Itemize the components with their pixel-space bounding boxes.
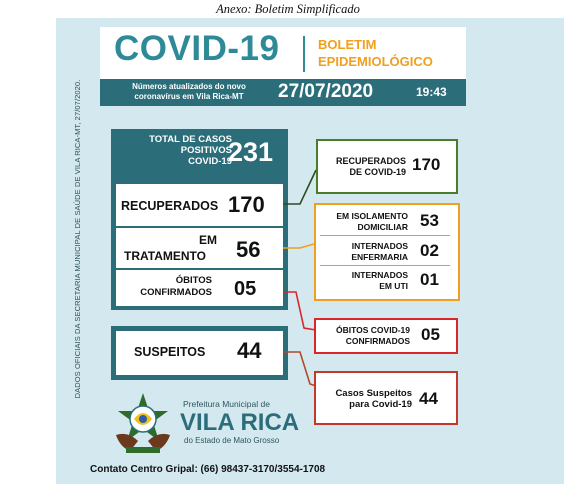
city-name: VILA RICA [180, 409, 300, 436]
isolation-label-line-1: EM ISOLAMENTO [336, 211, 408, 221]
recovered-value: 170 [228, 192, 265, 217]
bulletin-subtitle-1: BOLETIM [318, 37, 377, 52]
covid-bulletin-poster [56, 18, 564, 484]
deaths-label-line-2: CONFIRMADOS [140, 287, 212, 298]
suspects-detail-value: 44 [419, 389, 438, 408]
recovered-detail-value: 170 [412, 155, 441, 174]
recovered-detail-line-2: DE COVID-19 [349, 167, 406, 177]
treatment-label-2: TRATAMENTO [124, 249, 206, 263]
treatment-divider-2 [320, 265, 450, 266]
total-label-line-2: POSITIVOS [180, 145, 232, 156]
deaths-detail-line-2: CONFIRMADOS [345, 336, 410, 346]
contact-info: Contato Centro Gripal: (66) 98437-3170/3554-1708 [90, 464, 326, 475]
isolation-label [322, 211, 408, 233]
bulletin-title: COVID-19 [114, 29, 280, 68]
recovered-detail-line-1: RECUPERADOS [335, 156, 406, 166]
suspects-label: SUSPEITOS [134, 345, 206, 359]
deaths-label-line-1: ÓBITOS [175, 275, 212, 286]
treatment-value: 56 [236, 237, 261, 262]
deaths-detail-value: 05 [421, 325, 440, 344]
icu-value: 01 [420, 270, 439, 289]
ward-label-line-2: ENFERMARIA [351, 252, 408, 262]
total-label-line-1: TOTAL DE CASOS [149, 134, 232, 145]
recovered-connector [283, 170, 316, 204]
prefeitura-label: Prefeitura Municipal de [183, 399, 270, 409]
side-source-text: DADOS OFICIAIS DA SECRETARIA MUNICIPAL DE SAÚDE DE VILA RICA-MT, 27/07/2020. [73, 79, 82, 399]
suspects-detail-label [318, 388, 412, 410]
deaths-value: 05 [234, 278, 257, 300]
bulletin-time: 19:43 [416, 85, 447, 99]
total-cases-value: 231 [228, 137, 274, 167]
icu-label-line-1: INTERNADOS [351, 270, 408, 280]
treatment-connector [283, 244, 314, 248]
recovered-detail-label [322, 156, 406, 178]
state-name: do Estado de Mato Grosso [184, 436, 280, 445]
isolation-label-line-2: DOMICILIAR [357, 222, 408, 232]
suspects-detail-line-1: Casos Suspeitos [335, 388, 412, 399]
ward-label-line-1: INTERNADOS [351, 241, 408, 251]
recovered-label: RECUPERADOS [121, 199, 219, 213]
update-info-line-1: Números atualizados do novo [132, 82, 246, 91]
treatment-label-line-1: EM [199, 233, 217, 247]
ward-value: 02 [420, 241, 439, 260]
ward-label [322, 241, 408, 263]
deaths-detail-line-1: ÓBITOS COVID-19 [336, 325, 410, 335]
treatment-divider-1 [320, 235, 450, 236]
isolation-value: 53 [420, 211, 439, 230]
icu-label [322, 270, 408, 292]
bulletin-subtitle-2: EPIDEMIOLÓGICO [318, 54, 433, 69]
deaths-connector [283, 292, 316, 330]
total-label-line-3: COVID-19 [188, 156, 232, 167]
suspects-connector [283, 352, 316, 386]
update-info-line-2: coronavírus em Vila Rica-MT [134, 92, 244, 101]
deaths-detail-label [318, 325, 410, 347]
suspects-detail-line-2: para Covid-19 [349, 399, 412, 410]
icu-label-line-2: EM UTI [379, 281, 408, 291]
bulletin-date: 27/07/2020 [278, 81, 374, 102]
municipal-coat-of-arms-icon [108, 391, 178, 457]
document-caption: Anexo: Boletim Simplificado [216, 2, 360, 16]
suspects-value: 44 [237, 338, 262, 363]
